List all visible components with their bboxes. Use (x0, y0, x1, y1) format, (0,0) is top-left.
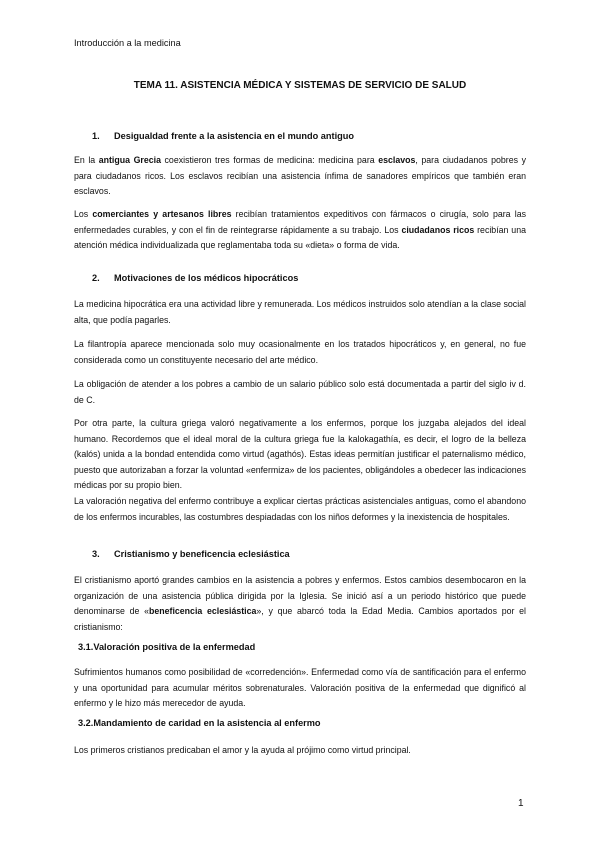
paragraph: Sufrimientos humanos como posibilidad de «corredención». Enfermedad como vía de santificación para el enfermo y una oportunidad para acumular méritos sobrenaturales. Valoración positiva de la enfermedad que dignificó al enfermo y le hizo más merecedor de ayuda. (74, 667, 526, 709)
page-title: TEMA 11. ASISTENCIA MÉDICA Y SISTEMAS DE SERVICIO DE SALUD (133, 80, 467, 91)
text-run: , para ciudadanos pobres y para ciudadanos ricos. Los esclavos recibían una asistencia ínfima de sanadores empíricos que también eran esclavos. (74, 155, 526, 197)
bold-term: comerciantes y artesanos libres (92, 209, 232, 219)
section-heading-2 (92, 273, 298, 283)
bold-term: antigua Grecia (98, 155, 161, 165)
subsection-number: 3.2. (78, 718, 94, 728)
section-title: Desigualdad frente a la asistencia en el mundo antiguo (114, 131, 354, 141)
paragraph (74, 207, 526, 254)
paragraph: La valoración negativa del enfermo contribuye a explicar ciertas prácticas asistenciales antiguas, como el abandono de los enfermos incurables, las costumbres despiadadas con los niños deformes y la inexistencia de hospitales. (74, 496, 526, 522)
paragraph: La medicina hipocrática era una actividad libre y remunerada. Los médicos instruidos solo atendían a la clase social alta, que podía pagarles. (74, 299, 526, 325)
paragraph (74, 573, 526, 635)
section-number: 1. (92, 131, 100, 141)
subsection-number: 3.1. (78, 642, 94, 652)
subsection-heading-3-2 (78, 718, 321, 728)
paragraph: La obligación de atender a los pobres a cambio de un salario público solo está documentada a partir del siglo iv d. de C. (74, 379, 526, 405)
section-number: 2. (92, 273, 100, 283)
paragraph (74, 153, 526, 200)
text-run: », y que abarcó toda la Edad Media. Cambios aportados por el cristianismo: (74, 606, 526, 632)
text-run: El cristianismo aportó grandes cambios en la asistencia a pobres y enfermos. Estos cambios desembocaron en la organización de una asistencia pública dirigida por la Iglesia. Se inició así a un periodo histórico que puede denominarse de « (74, 575, 526, 617)
paragraph: Por otra parte, la cultura griega valoró negativamente a los enfermos, porque los juzgaba alejados del ideal humano. Recordemos que el ideal moral de la cultura griega fue la kalokagathía, es decir, el logro de la belleza (kalós) unida a la bondad entendida como virtud (agathós). Estas ideas permitían justificar el paternalismo médico, puesto que autorizaban a forzar la voluntad «enfermiza» de los pacientes, obligándoles a obedecer las indicaciones médicas por su propio bien. (74, 418, 526, 491)
text-run: coexistieron tres formas de medicina: medicina para (160, 155, 379, 165)
bold-term: ciudadanos ricos (401, 224, 475, 235)
subsection-title: Valoración positiva de la enfermedad (93, 642, 256, 652)
text-run: Los (74, 209, 93, 219)
running-header: Introducción a la medicina (74, 38, 181, 48)
section-number: 3. (92, 549, 100, 559)
section-heading-3 (92, 549, 290, 559)
section-title: Cristianismo y beneficencia eclesiástica (114, 549, 290, 559)
paragraph: La filantropía aparece mencionada solo muy ocasionalmente en los tratados hipocráticos y, en general, no fue considerada como un constituyente necesario del arte médico. (74, 339, 526, 365)
text-run: recibían tratamientos expeditivos con fármacos o cirugía, solo para las enfermedades curables, y con el fin de reintegrarse rápidamente a su trabajo. Los (74, 209, 526, 235)
text-run: recibían una atención médica individualizada que reglamentaba toda su «dieta» o forma de vida. (74, 224, 526, 251)
subsection-heading-3-1 (78, 642, 255, 652)
bold-term: beneficencia eclesiástica (148, 606, 257, 617)
page-number: 1 (518, 798, 524, 809)
subsection-title: Mandamiento de caridad en la asistencia al enfermo (93, 718, 321, 728)
text-run: En la (74, 155, 99, 165)
paragraph: Los primeros cristianos predicaban el amor y la ayuda al prójimo como virtud principal. (74, 745, 411, 755)
section-title: Motivaciones de los médicos hipocráticos (114, 273, 299, 283)
section-heading-1 (92, 131, 354, 141)
bold-term: esclavos (378, 155, 416, 165)
